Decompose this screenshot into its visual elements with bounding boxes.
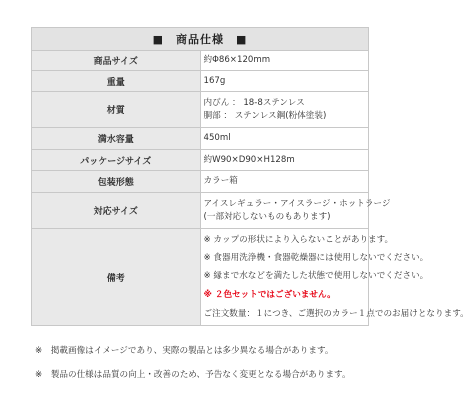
spec-label: 材質: [32, 92, 201, 128]
spec-row: [32, 150, 369, 171]
spec-value: [200, 229, 469, 326]
spec-value-line: 内びん ： 18-8ステンレス: [203, 97, 305, 108]
spec-row: [32, 128, 369, 150]
note-item: ※ 掲載画像はイメージであり、実際の製品とは多少異なる場合があります。: [35, 346, 334, 356]
spec-row: [32, 51, 369, 71]
spec-row: [32, 71, 369, 92]
spec-title-row: [32, 28, 369, 51]
spec-value-line: 167g: [203, 75, 226, 86]
note-item: ※ 製品の仕様は品質の向上・改善のため、予告なく変更となる場合があります。: [35, 370, 351, 380]
spec-value-line: ※ カップの形状により入らないことがあります。: [203, 235, 394, 245]
spec-row: [32, 229, 369, 326]
spec-row: [32, 92, 369, 128]
spec-value-warning-line: ※ ２色セットではございません。: [203, 290, 336, 300]
spec-value-line: アイスレギュラー・アイスラージ・ホットラージ: [203, 198, 391, 209]
spec-value: [200, 150, 369, 171]
spec-value-line: ご注文数量：１につき、ご選択のカラー１点でのお届けとなります。: [203, 309, 469, 319]
spec-value-line: ※ 縁まで水などを満たした状態で使用しないでください。: [203, 271, 429, 281]
spec-label: 包装形態: [32, 171, 201, 193]
spec-title: ■ 商品仕様 ■: [32, 28, 369, 51]
spec-value-line: 約Φ86×120mm: [203, 55, 271, 65]
spec-label: 満水容量: [32, 128, 201, 150]
spec-value-line: (一部対応しないものもあります): [203, 211, 331, 222]
spec-value: [200, 193, 391, 229]
spec-label: 商品サイズ: [32, 51, 201, 71]
spec-label: 備考: [32, 229, 201, 326]
spec-value-line: カラー箱: [203, 176, 238, 186]
spec-value-line: ※ 食器用洗浄機・食器乾燥器には使用しないでください。: [203, 253, 429, 263]
spec-table: [31, 27, 469, 326]
spec-value: [200, 71, 369, 92]
spec-value-line: 胴部 ： ステンレス鋼(粉体塗装): [203, 110, 327, 121]
spec-row: [32, 171, 369, 193]
spec-value: [200, 128, 369, 150]
spec-value: [200, 92, 369, 128]
spec-value-line: 450ml: [203, 133, 231, 143]
spec-value: [200, 51, 369, 71]
spec-row: [32, 193, 369, 229]
spec-value: [200, 171, 369, 193]
spec-label: パッケージサイズ: [32, 150, 201, 171]
spec-label: 重量: [32, 71, 201, 92]
spec-label: 対応サイズ: [32, 193, 201, 229]
spec-value-line: 約W90×D90×H128m: [203, 154, 295, 165]
